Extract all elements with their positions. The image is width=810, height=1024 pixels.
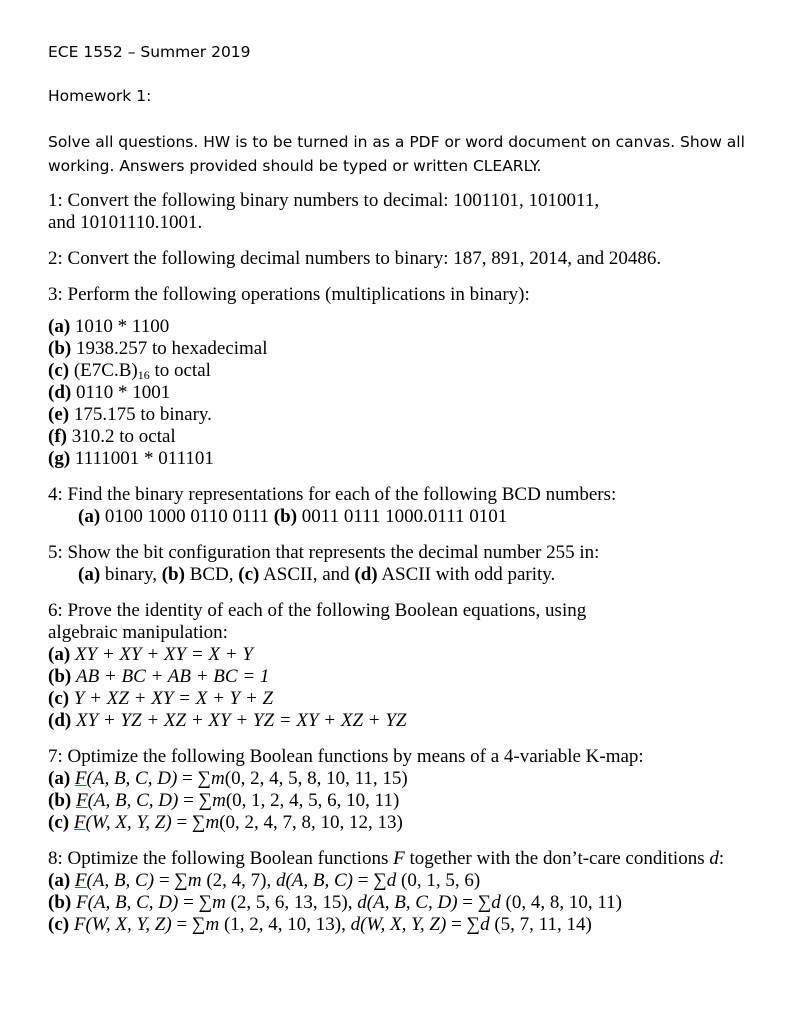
function-name: F [74,870,87,891]
minterm-symbol: m [205,914,220,935]
item-text: 310.2 to octal [71,426,176,447]
sum-symbol: = ∑ [446,914,481,935]
part-label: (d) [354,564,378,585]
question-5-text: 5: Show the bit configuration that represents the decimal number 255 in: [48,542,600,563]
part-label: (a) [78,506,101,527]
dontcare-name: d [275,870,286,891]
boolean-expression: AB + BC + AB + BC = 1 [75,666,270,687]
list-item [48,710,788,732]
question-5-parts [48,564,788,586]
function-args: (A, B, C, D) [87,892,179,913]
part-text: ASCII, and [263,564,350,585]
sum-symbol: = ∑ [171,914,206,935]
list-item [48,316,788,338]
item-label: (g) [48,448,71,469]
question-8-d: d [709,848,719,869]
sum-symbol: = ∑ [457,892,492,913]
question-6 [48,600,788,732]
part-label: (b) [161,564,185,585]
function-args: (W, X, Y, Z) [85,914,172,935]
minterm-symbol: m [205,812,220,833]
question-8-end: : [718,848,725,869]
dontcare-args: (W, X, Y, Z) [360,914,447,935]
list-item [48,448,788,470]
minterm-symbol: m [211,768,225,789]
boolean-expression: XY + YZ + XZ + XY + YZ = XY + XZ + YZ [75,710,407,731]
boolean-expression: XY + XY + XY = X + Y [74,644,253,665]
dontcare-symbol: d [386,870,397,891]
list-item [48,790,788,812]
item-label: (b) [48,666,72,687]
minterm-list: (2, 4, 7), [201,870,276,891]
item-text: 1111001 * 011101 [74,448,214,469]
item-label: (c) [48,688,70,709]
item-label: (b) [48,790,72,811]
question-8-mid: together with the don’t-care conditions [404,848,710,869]
question-3-text: 3: Perform the following operations (multiplications in binary): [48,284,530,305]
function-args: (A, B, C) [86,870,155,891]
dontcare-list: (0, 1, 5, 6) [396,870,481,891]
part-text: BCD, [189,564,234,585]
list-item [48,812,788,834]
list-item [48,666,788,688]
item-text: 1938.257 to hexadecimal [75,338,268,359]
list-item [48,644,788,666]
instructions-text: Solve all questions. HW is to be turned in as a PDF or word document on canvas. Show all working. Answers provided should be typed or written CLEARLY. [48,133,745,175]
question-4-text: 4: Find the binary representations for each of the following BCD numbers: [48,484,617,505]
part-text: binary, [104,564,157,585]
item-label: (d) [48,382,72,403]
item-label: (c) [48,360,70,381]
question-4 [48,484,788,528]
question-1 [48,190,788,234]
part-label: (a) [78,564,101,585]
item-label: (f) [48,426,67,447]
question-3 [48,284,788,470]
question-5 [48,542,788,586]
dontcare-args: (A, B, C, D) [366,892,458,913]
dontcare-args: (A, B, C) [285,870,354,891]
question-7 [48,746,788,834]
sum-symbol: = ∑ [353,870,387,891]
list-item [48,768,788,790]
course-title: ECE 1552 – Summer 2019 [48,43,251,61]
sum-symbol: = ∑ [154,870,188,891]
minterm-list: (0, 2, 4, 5, 8, 10, 11, 15) [224,768,408,789]
part-text: ASCII with odd parity. [381,564,556,585]
question-8-text [48,848,788,870]
dontcare-name: d [357,892,367,913]
item-label: (a) [48,316,71,337]
item-label: (e) [48,404,70,425]
question-1-line-2: and 10101110.1001. [48,212,203,233]
item-label: (c) [48,812,70,833]
part-label: (b) [273,506,298,527]
question-2 [48,248,788,270]
list-item [48,426,788,448]
minterm-symbol: m [212,790,226,811]
list-item [48,360,788,382]
list-item [48,382,788,404]
homework-title: Homework 1: [48,87,152,105]
function-args: (A, B, C, D) [87,790,179,811]
sum-symbol: = ∑ [171,812,206,833]
minterm-list: (0, 2, 4, 7, 8, 10, 12, 13) [219,812,403,833]
item-text-post: to octal [149,360,211,381]
sum-symbol: = ∑ [178,790,213,811]
item-label: (b) [48,892,72,913]
boolean-expression: Y + XZ + XY = X + Y + Z [73,688,274,709]
function-name: F [73,914,86,935]
dontcare-list: (5, 7, 11, 14) [489,914,592,935]
item-text: 175.175 to binary. [73,404,212,425]
item-text: 1010 * 1100 [74,316,170,337]
function-name: F [73,812,86,833]
minterm-symbol: m [212,892,226,913]
question-3-list [48,316,788,470]
dontcare-symbol: d [491,892,501,913]
minterm-list: (1, 2, 4, 10, 13), [219,914,351,935]
item-text: 0110 * 1001 [75,382,171,403]
item-label: (a) [48,768,71,789]
function-args: (W, X, Y, Z) [85,812,172,833]
list-item [48,914,788,936]
minterm-list: (2, 5, 6, 13, 15), [225,892,358,913]
item-subscript: 16 [137,368,150,382]
item-label: (b) [48,338,72,359]
item-text-pre: (E7C.B) [73,360,138,381]
function-args: (A, B, C, D) [86,768,178,789]
minterm-list: (0, 1, 2, 4, 5, 6, 10, 11) [225,790,400,811]
question-7-text: 7: Optimize the following Boolean functions by means of a 4-variable K-map: [48,746,644,767]
dontcare-symbol: d [480,914,490,935]
sum-symbol: = ∑ [178,892,213,913]
function-name: F [75,892,88,913]
function-name: F [75,790,88,811]
list-item [48,688,788,710]
function-name: F [74,768,87,789]
homework-page [48,40,788,948]
item-label: (a) [48,644,71,665]
part-label: (c) [238,564,260,585]
question-4-parts [48,506,788,528]
question-6-line-1: 6: Prove the identity of each of the following Boolean equations, using [48,600,587,621]
dontcare-list: (0, 4, 8, 10, 11) [500,892,622,913]
question-8 [48,848,788,936]
sum-symbol: = ∑ [177,768,212,789]
list-item [48,338,788,360]
question-8-pre: 8: Optimize the following Boolean functions [48,848,394,869]
list-item [48,870,788,892]
item-label: (a) [48,870,71,891]
question-1-line-1: 1: Convert the following binary numbers to decimal: 1001101, 1010011, [48,190,600,211]
dontcare-name: d [350,914,361,935]
part-text: 0011 0111 1000.0111 0101 [301,506,508,527]
item-label: (d) [48,710,72,731]
minterm-symbol: m [187,870,202,891]
part-text: 0100 1000 0110 0111 [104,506,270,527]
list-item [48,892,788,914]
question-2-text: 2: Convert the following decimal numbers to binary: 187, 891, 2014, and 20486. [48,248,662,269]
list-item [48,404,788,426]
item-label: (c) [48,914,70,935]
question-6-line-2: algebraic manipulation: [48,622,228,643]
question-8-F: F [393,848,405,869]
